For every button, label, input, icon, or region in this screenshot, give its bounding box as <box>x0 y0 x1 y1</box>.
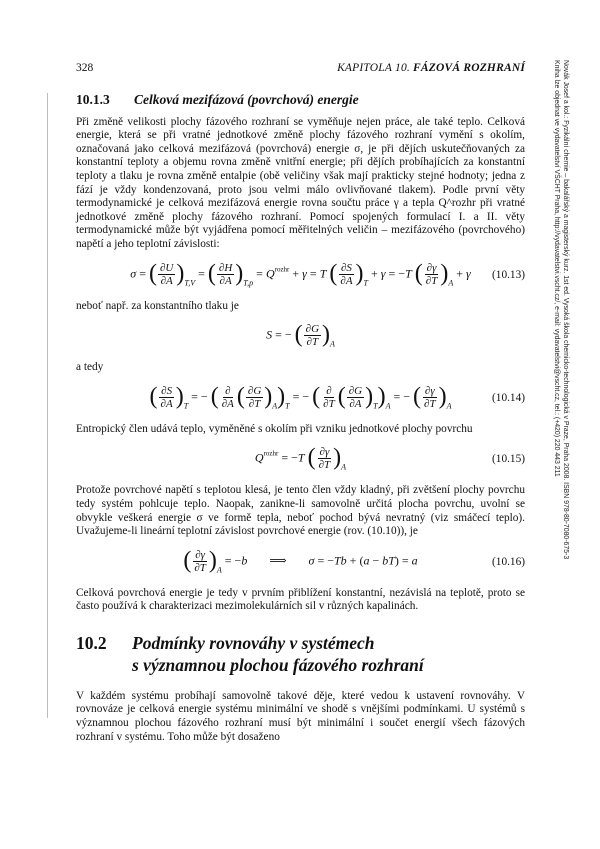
paragraph-entropic-term: Entropický člen udává teplo, vyměněné s okolím při vzniku jednotkové plochy povrchu <box>76 422 473 435</box>
equation-entropy: S = − ( $\frac{\partial G}{\partial T}$ )$_A$ <box>266 321 335 349</box>
margin-rule <box>47 93 48 718</box>
side-note-line-2: Kniha lze objednat ve vydavatelství VŠCHT Praha, http://vydavatelstvi.vscht.cz/, e-mail: vydavatelstvi@vscht.cz, tel.: (+420) 220 443 211 <box>553 60 560 477</box>
running-header <box>76 62 525 78</box>
paragraph-conclusion: Celková povrchová energie je tedy v prvním přiblížení konstantní, nezávislá na teplotě, proto se často používá k charakterizaci mezimolekulárních sil v různých kapalinách. <box>76 586 525 613</box>
equation-10-13: σ = ( $\frac{\partial U}{\partial A}$ )$_{T,V}$ = ( $\frac{\partial H}{\partial A}$ )$_{T,p} = Q^{rozhr} + \gamma = T$ ( $\frac{\partial S}{\partial A}$ )$_T + \gamma = -T$ ( $\frac{\partial\gamma}{\partial T}$ )$_A + \gamma$ (10.13) <box>130 260 525 287</box>
section-number: 10.2 <box>76 632 107 653</box>
chapter-prefix: KAPITOLA 10. <box>337 62 410 74</box>
equation-10-14: ( $\frac{\partial S}{\partial A}$ )$_T$ = − ( $\frac{\partial}{\partial A}$ ( $\frac{\partial G}{\partial T}$ )$_A)_T$ = − ( $\frac{\partial}{\partial T}$ ( $\frac{\partial G}{\partial A}$ )$_T)_A$ = − ( $\frac{\partial\gamma}{\partial T}$ )$_A$ (10.14) <box>149 383 525 411</box>
subsection-title: Celková mezifázová (povrchová) energie <box>134 92 359 107</box>
section-heading <box>76 632 525 676</box>
chapter-heading <box>337 62 525 74</box>
paragraph-and-thus: a tedy <box>76 361 104 374</box>
equation-10-16: ( $\frac{\partial\gamma}{\partial T}$ )$_A = -b$ ⟹ σ = −Tb + (a − bT) = a (10.16) <box>183 547 525 575</box>
paragraph-surface-tension: Protože povrchové napětí s teplotou klesá, je tento člen vždy kladný, při zvětšení plochy povrchu tedy systém pohlcuje teplo. Naopak, zanikne-li samovolně určitá plocha povrchu, uvolní se obvykle veškerá energie σ ve formě tepla, neboť pochod bývá nevratný (viz smáčecí teplo). Uvažujeme-li lineární teplotní závislost povrchové energie (rov. (10.10)), je <box>76 484 525 538</box>
equation-number: (10.15) <box>492 453 525 466</box>
paragraph-equilibrium: V každém systému probíhají samovolně takové děje, které vedou k ustavení rovnováhy. V rovnováze je celková energie systému minimální ve shodě s vnějšími podmínkami. U systémů s významnou plochou fázového rozhraní musí být minimální i součet energií všech fázových rozhraní v systému. Toho může být dosaženo <box>76 689 525 743</box>
subsection-heading <box>76 93 525 107</box>
section-title-line-2: s významnou plochou fázového rozhraní <box>132 654 424 675</box>
section-title-line-1: Podmínky rovnováhy v systémech <box>132 632 375 653</box>
equation-number: (10.16) <box>492 555 525 568</box>
copyright-side-note <box>552 60 570 680</box>
subsection-number: 10.1.3 <box>76 92 110 107</box>
equation-10-15: $Q^{rozhr} = -T$ ( $\frac{\partial\gamma}{\partial T}$ )$_A$ (10.15) <box>254 445 525 472</box>
equation-number: (10.14) <box>492 391 525 404</box>
page-content <box>76 93 525 744</box>
side-note-line-1: Novák Josef a kol.: Fyzikální chemie – bakalářský a magisterský kurz. 1st ed. Vysoká škola chemicko-technologická v Praze, Praha 2008. ISBN 978-80-7080-675-3 <box>562 60 569 560</box>
equation-number: (10.13) <box>492 268 525 281</box>
page-number: 328 <box>76 62 94 74</box>
chapter-title: FÁZOVÁ ROZHRANÍ <box>413 62 525 74</box>
paragraph-constant-pressure: neboť např. za konstantního tlaku je <box>76 299 239 312</box>
paragraph-intro: Při změně velikosti plochy fázového rozhraní se vyměňuje nejen práce, ale také teplo. Celková energie, která se při vratné jednotkové změně plochy fázového rozhraní vymění s okolím, označovaná jako celková mezifázová (povrchová) energie σ, je při dějích uskutečňovaných za konstantní teploty a objemu rovna změně vnitřní energie; při dějích probíhajících za konstantní teploty a tlaku je rovna změně entalpie (obě veličiny však mají prakticky stejné hodnoty; jedna z fází je vždy kondenzovaná, proto jsou velmi málo ovlivňované tlakem). Podle první věty termodynamické je celková mezifázová energie rovna součtu práce γ a tepla Q^rozhr při vratné jednotkové změně plochy fázového rozhraní. Pomocí spojených formulací I. a II. věty termodynamické může být vyjádřena pomocí měřitelných veličin – mezifázového (povrchového) napětí a jeho teplotní závislosti: <box>76 115 525 250</box>
